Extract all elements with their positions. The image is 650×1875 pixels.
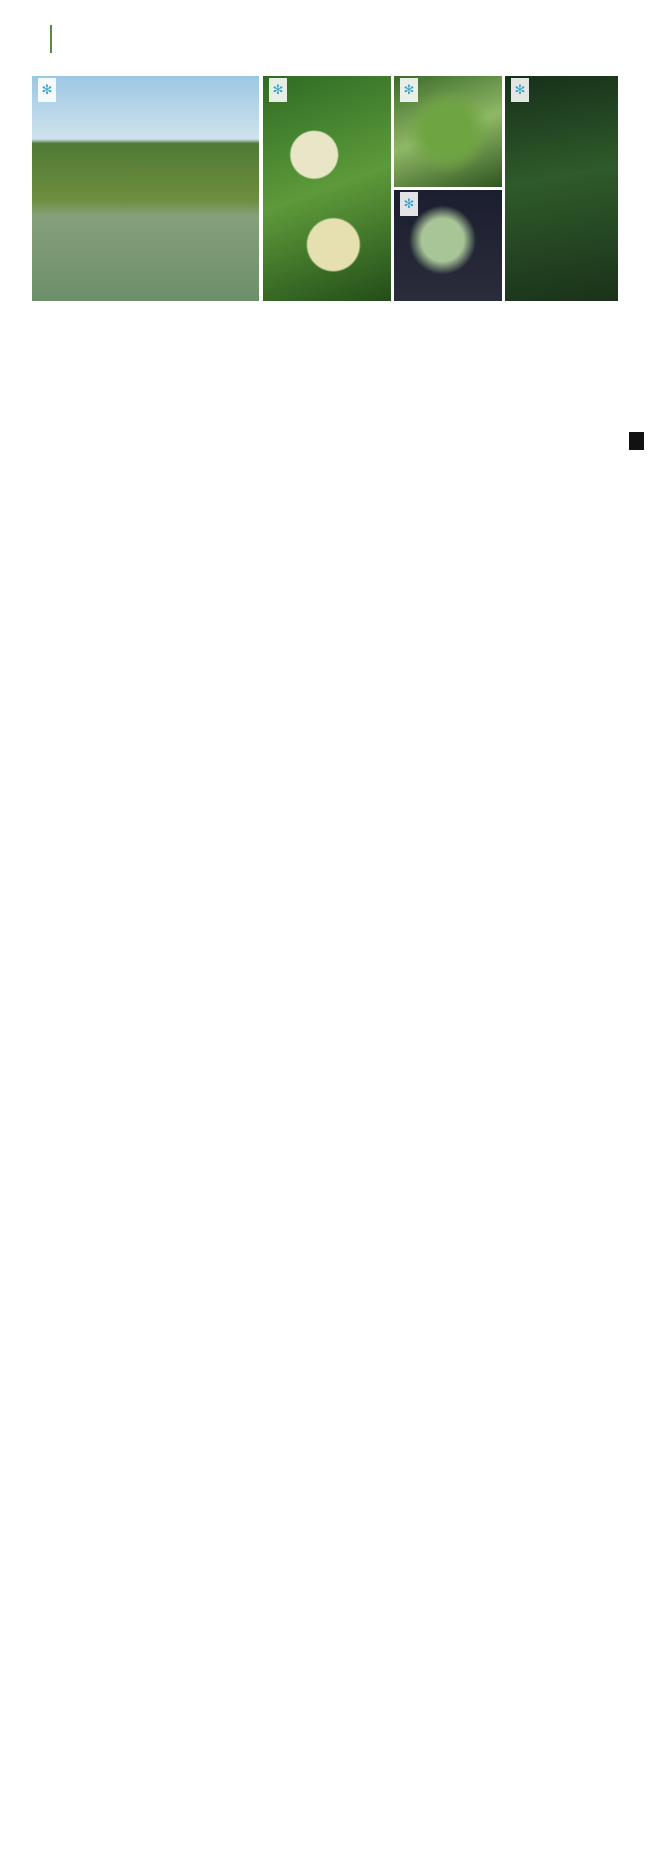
flower-logo-icon: ✻ — [400, 192, 418, 216]
page-number — [629, 432, 644, 450]
flower-logo-icon: ✻ — [400, 78, 418, 102]
species-page-hongHailan — [0, 0, 650, 370]
flower-photo — [262, 75, 392, 302]
leaf-photo — [393, 75, 503, 188]
habitat-photo — [31, 75, 260, 302]
habit-section — [373, 307, 613, 317]
flower-logo-icon: ✻ — [511, 78, 529, 102]
species-header — [38, 22, 64, 53]
accent-divider — [50, 25, 52, 53]
fruit-photo — [504, 75, 619, 302]
flower-logo-icon: ✻ — [38, 78, 56, 102]
branch-specimen-photo — [393, 189, 503, 302]
morphology-section — [36, 307, 336, 309]
flower-logo-icon: ✻ — [269, 78, 287, 102]
